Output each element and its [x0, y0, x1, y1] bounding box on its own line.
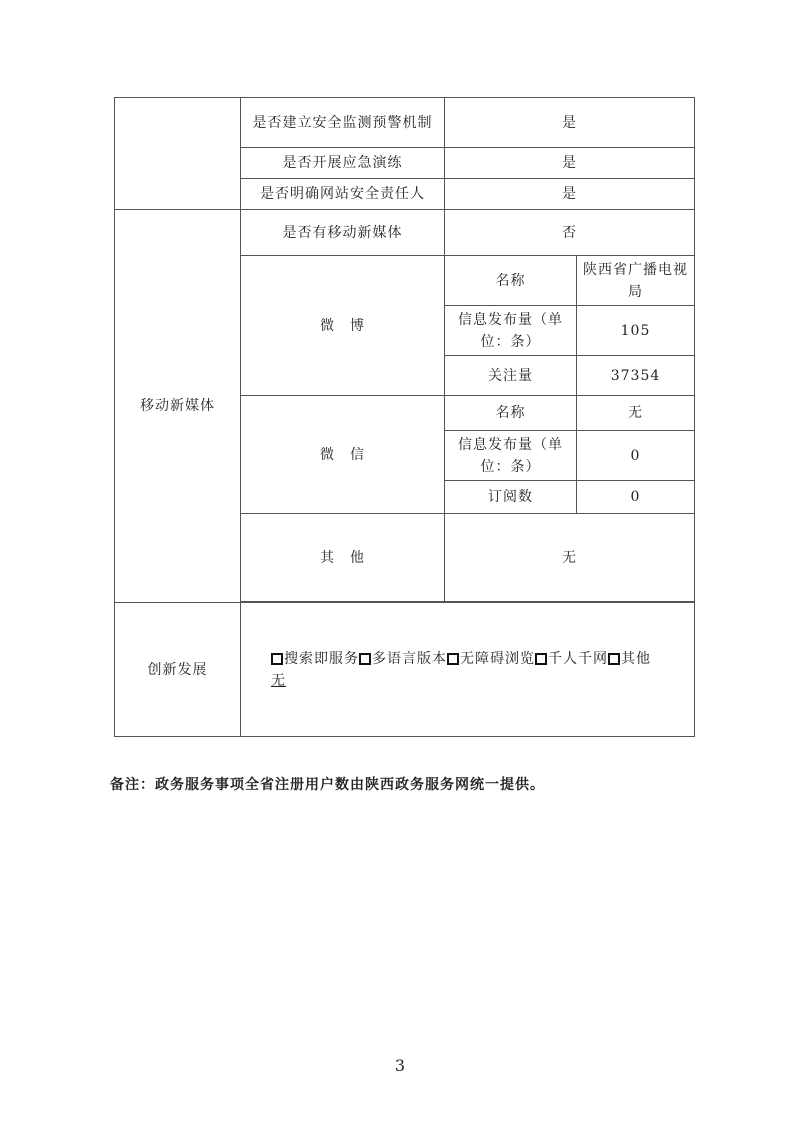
weibo-followers-label: 关注量 — [445, 356, 577, 396]
security-section-cell — [115, 98, 241, 210]
row-label: 是否开展应急演练 — [241, 148, 445, 179]
innovation-options — [241, 603, 695, 737]
weibo-name-label: 名称 — [445, 256, 577, 306]
other-value: 无 — [271, 672, 286, 689]
weibo-posts-value: 105 — [577, 306, 695, 356]
checkbox-icon[interactable] — [447, 653, 459, 665]
has-media-label: 是否有移动新媒体 — [241, 210, 445, 256]
wechat-subscribers-label: 订阅数 — [445, 481, 577, 514]
other-media-value: 无 — [445, 514, 695, 602]
weibo-name-value: 陕西省广播电视局 — [577, 256, 695, 306]
wechat-name-label: 名称 — [445, 396, 577, 431]
checkbox-icon[interactable] — [535, 653, 547, 665]
has-media-value: 否 — [445, 210, 695, 256]
report-table — [114, 97, 695, 737]
wechat-subscribers-value: 0 — [577, 481, 695, 514]
checkbox-icon[interactable] — [271, 653, 283, 665]
weibo-label: 微 博 — [241, 256, 445, 396]
innovation-section-label: 创新发展 — [115, 603, 241, 737]
wechat-label: 微 信 — [241, 396, 445, 514]
option-other[interactable]: 其他 — [608, 651, 651, 667]
row-label: 是否建立安全监测预警机制 — [241, 98, 445, 148]
row-value: 是 — [445, 179, 695, 210]
option-accessibility[interactable]: 无障碍浏览 — [447, 651, 535, 667]
page-number: 3 — [394, 1056, 406, 1075]
row-value: 是 — [445, 148, 695, 179]
row-label: 是否明确网站安全责任人 — [241, 179, 445, 210]
option-personalized[interactable]: 千人千网 — [535, 651, 608, 667]
footnote: 备注：政务服务事项全省注册用户数由陕西政务服务网统一提供。 — [110, 777, 545, 793]
weibo-followers-value: 37354 — [577, 356, 695, 396]
option-multilingual[interactable]: 多语言版本 — [359, 651, 447, 667]
option-search-service[interactable]: 搜索即服务 — [271, 651, 359, 667]
media-section-label: 移动新媒体 — [115, 210, 241, 603]
checkbox-icon[interactable] — [359, 653, 371, 665]
other-media-label: 其 他 — [241, 514, 445, 602]
wechat-posts-label: 信息发布量（单位：条） — [445, 431, 577, 481]
wechat-name-value: 无 — [577, 396, 695, 431]
checkbox-icon[interactable] — [608, 653, 620, 665]
row-value: 是 — [445, 98, 695, 148]
wechat-posts-value: 0 — [577, 431, 695, 481]
weibo-posts-label: 信息发布量（单位：条） — [445, 306, 577, 356]
